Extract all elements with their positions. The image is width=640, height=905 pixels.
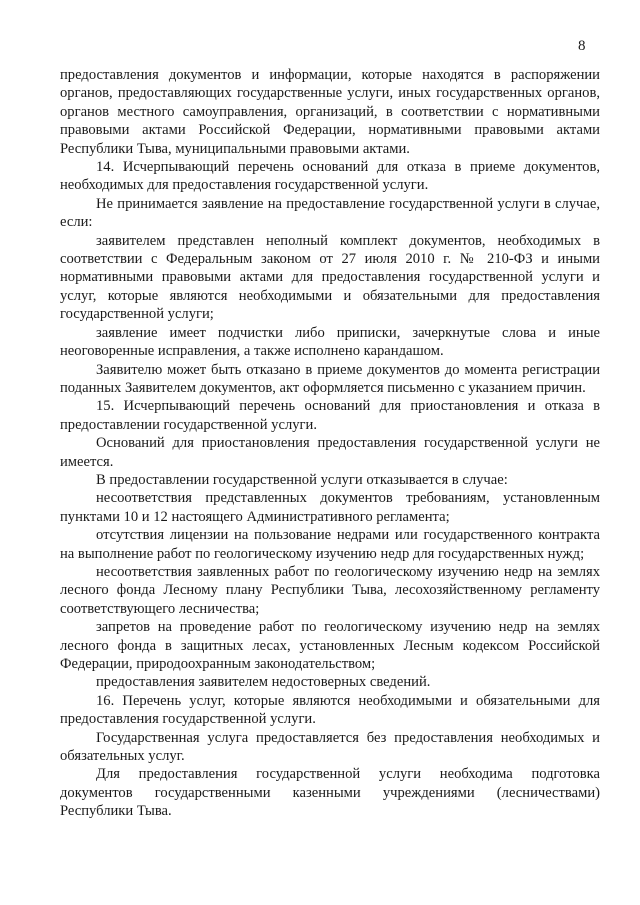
paragraph: Государственная услуга предоставляется без предоставления необходимых и обязательных услуг. (60, 729, 600, 765)
paragraph: Не принимается заявление на предоставление государственной услуги в случае, если: (60, 195, 600, 231)
document-body (60, 66, 600, 821)
paragraph: 15. Исчерпывающий перечень оснований для приостановления и отказа в предоставлении государственной услуги. (60, 398, 600, 433)
paragraph: предоставления заявителем недостоверных сведений. (96, 674, 431, 691)
paragraph: Заявителю может быть отказано в приеме документов до момента регистрации поданных Заявителем документов, акт оформляется письменно с указанием причин. (60, 361, 600, 396)
paragraph: заявление имеет подчистки либо приписки, зачеркнутые слова и иные неоговоренные исправления, а также исполнено карандашом. (60, 324, 600, 360)
paragraph: несоответствия заявленных работ по геологическому изучению недр на землях лесного фонда Лесному плану Республики Тыва, лесохозяйственному регламенту соответствующего лесничества; (60, 563, 600, 617)
page-number: 8 (578, 38, 586, 54)
paragraph: отсутствия лицензии на пользование недрами или государственного контракта на выполнение работ по геологическому изучению недр для государственных нужд; (60, 527, 600, 562)
paragraph: В предоставлении государственной услуги отказывается в случае: (96, 471, 508, 488)
paragraph: предоставления документов и информации, которые находятся в распоряжении органов, предоставляющих государственные услуги, иных государственных органов, органов местного самоуправления, организаций, в соответствии с нормативными правовыми актами Российской Федерации, нормативными правовыми актами Республики Тыва, муниципальными правовыми актами. (60, 67, 600, 157)
paragraph: 14. Исчерпывающий перечень оснований для отказа в приеме документов, необходимых для предоставления государственной услуги. (60, 159, 600, 194)
paragraph: 16. Перечень услуг, которые являются необходимыми и обязательными для предоставления государственной услуги. (60, 692, 600, 728)
paragraph: Для предоставления государственной услуги необходима подготовка документов государственными казенными учреждениями (лесничествами) Республики Тыва. (60, 766, 600, 820)
paragraph: несоответствия представленных документов требованиям, установленным пунктами 10 и 12 настоящего Административного регламента; (60, 490, 600, 525)
paragraph: Оснований для приостановления предоставления государственной услуги не имеется. (60, 435, 600, 470)
paragraph: заявителем представлен неполный комплект документов, необходимых в соответствии с Федеральным законом от 27 июля 2010 г. № 210-ФЗ и иными нормативными правовыми актами для предоставления государственной услуги и услуг, которые являются необходимыми и обязательными для предоставления государственной услуги; (60, 232, 600, 323)
paragraph: запретов на проведение работ по геологическому изучению недр на землях лесного фонда в защитных лесах, установленных Лесным кодексом Российской Федерации, природоохранным законодательством; (60, 619, 600, 672)
